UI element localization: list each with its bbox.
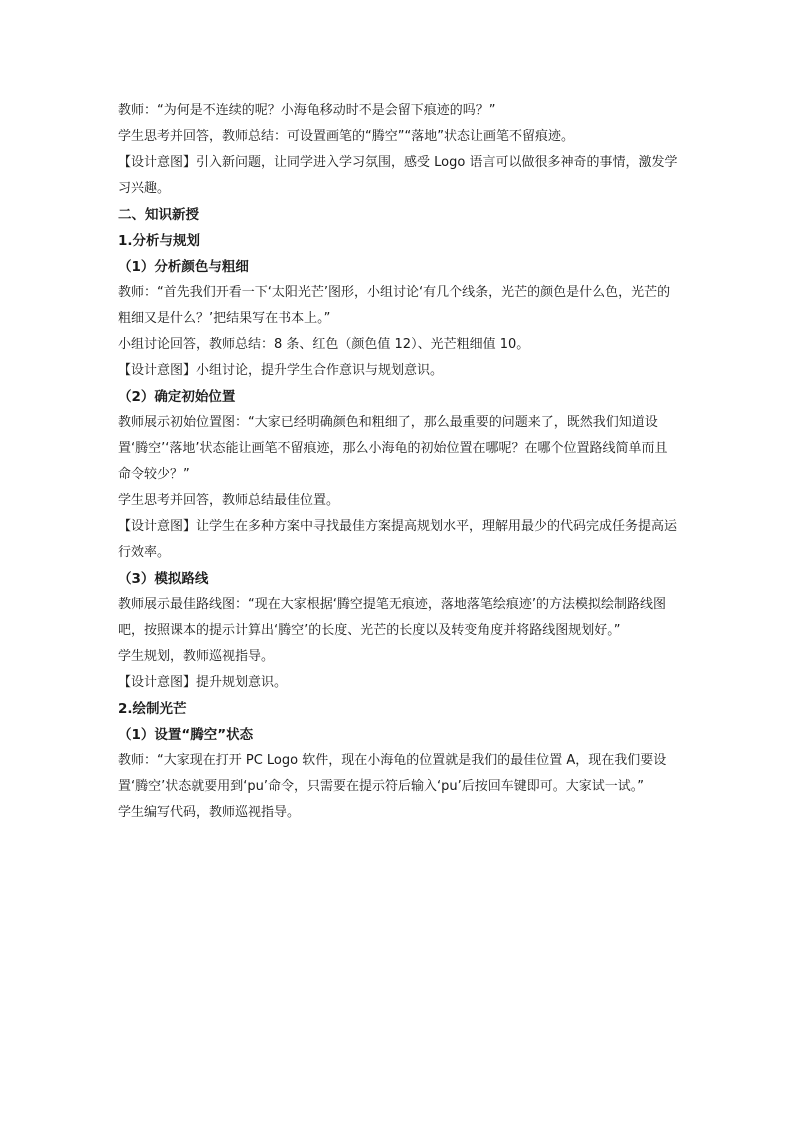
paragraph: 学生思考并回答，教师总结：可设置画笔的“腾空”“落地”状态让画笔不留痕迹。 xyxy=(118,129,574,144)
paragraph: 学生规划，教师巡视指导。 xyxy=(118,649,275,664)
paragraph: 小组讨论回答，教师总结：8 条、红色（颜色值 12）、光芒粗细值 10。 xyxy=(118,337,530,352)
subsubsection-heading: （1）分析颜色与粗细 xyxy=(118,259,249,275)
paragraph: 学生思考并回答，教师总结最佳位置。 xyxy=(118,493,340,508)
design-intent-paragraph: 【设计意图】提升规划意识。 xyxy=(118,675,288,690)
design-intent-paragraph: 【设计意图】小组讨论，提升学生合作意识与规划意识。 xyxy=(118,363,444,378)
paragraph: 教师展示初始位置图：“大家已经明确颜色和粗细了，那么最重要的问题来了，既然我们知道设置‘腾空’‘落地’状态能让画笔不留痕迹，那么小海龟的初始位置在哪呢？在哪个位置路线简单而且命令较少？” xyxy=(118,415,668,482)
design-intent-paragraph: 【设计意图】让学生在多种方案中寻找最佳方案提高规划水平，理解用最少的代码完成任务提高运行效率。 xyxy=(118,519,678,560)
paragraph: 教师展示最佳路线图：“现在大家根据‘腾空提笔无痕迹，落地落笔绘痕迹’的方法模拟绘制路线图吧，按照课本的提示计算出‘腾空’的长度、光芒的长度以及转变角度并将路线图规划好。” xyxy=(118,597,667,638)
paragraph: 学生编写代码，教师巡视指导。 xyxy=(118,805,301,820)
subsubsection-heading: （1）设置“腾空”状态 xyxy=(118,727,254,743)
document-body xyxy=(118,98,678,826)
subsubsection-heading: （3）模拟路线 xyxy=(118,571,209,587)
paragraph: 教师：“大家现在打开 PC Logo 软件，现在小海龟的位置就是我们的最佳位置 A，现在我们要设置‘腾空’状态就要用到‘pu’命令，只需要在提示符后输入‘pu’后按回车键即可。大家试一试。” xyxy=(118,753,667,794)
subsubsection-heading: （2）确定初始位置 xyxy=(118,389,236,405)
paragraph: 教师：“为何是不连续的呢？小海龟移动时不是会留下痕迹的吗？” xyxy=(118,103,496,118)
paragraph: 教师：“首先我们开看一下‘太阳光芒’图形，小组讨论‘有几个线条，光芒的颜色是什么色，光芒的粗细又是什么？’把结果写在书本上。” xyxy=(118,285,671,326)
section-heading: 二、知识新授 xyxy=(118,207,199,223)
subsection-heading: 1.分析与规划 xyxy=(118,233,201,249)
subsection-heading: 2.绘制光芒 xyxy=(118,701,187,717)
design-intent-paragraph: 【设计意图】引入新问题，让同学进入学习氛围，感受 Logo 语言可以做很多神奇的事情，激发学习兴趣。 xyxy=(118,155,678,196)
